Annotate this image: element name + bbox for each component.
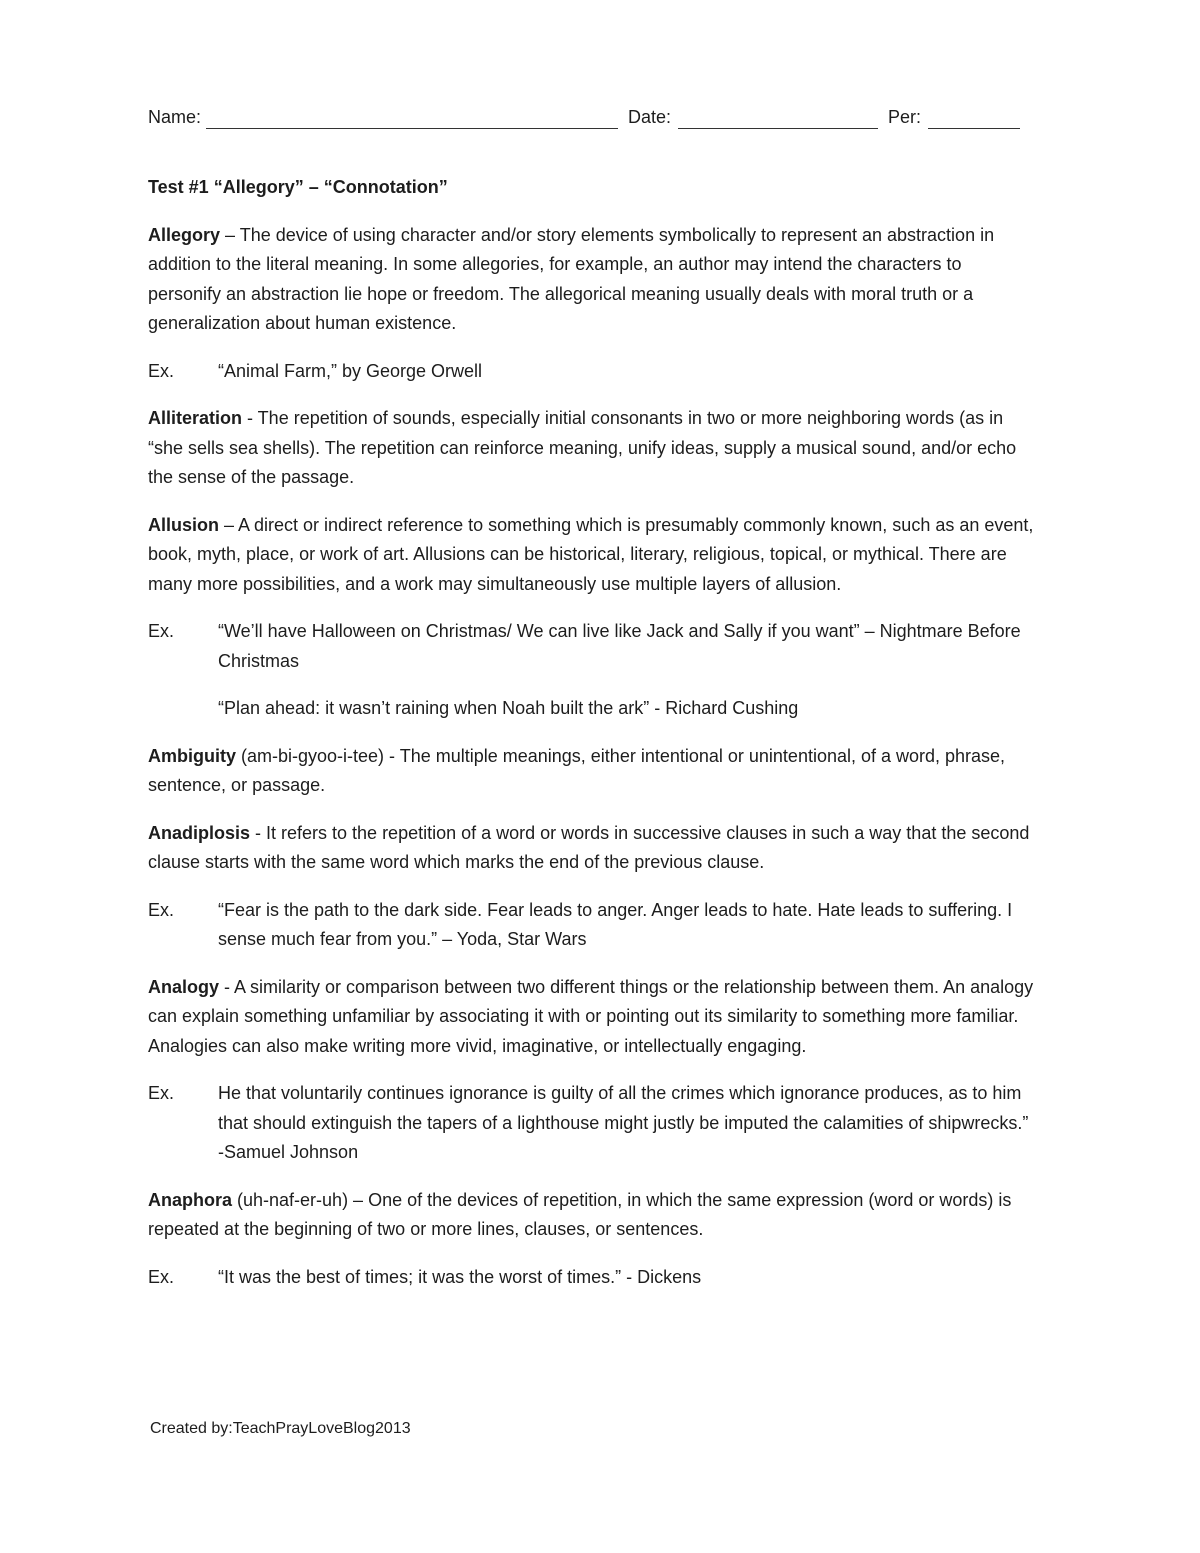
entry-anadiplosis [148, 819, 1038, 878]
example-text: “It was the best of times; it was the worst of times.” - Dickens [218, 1266, 702, 1287]
name-field-line[interactable] [206, 128, 618, 129]
example-text: “Plan ahead: it wasn’t raining when Noah built the ark” - Richard Cushing [218, 698, 799, 718]
term: Alliteration [148, 408, 243, 428]
entry-allegory [148, 221, 1038, 339]
definition: – The device of using character and/or story elements symbolically to represent an abstraction in addition to the literal meaning. In some allegories, for example, an author may intend the characters to personify an abstraction lie hope or freedom. The allegorical meaning usually deals with moral truth or a generalization about human existence. [148, 224, 995, 333]
example-text: “We’ll have Halloween on Christmas/ We can live like Jack and Sally if you want” – Nightmare Before Christmas [218, 621, 1021, 671]
period-field-line[interactable] [928, 128, 1020, 129]
glossary-content [148, 173, 1038, 1310]
example-analogy [148, 1079, 1038, 1168]
date-field-line[interactable] [678, 128, 878, 129]
example-text: “Animal Farm,” by George Orwell [218, 360, 483, 381]
term: Analogy [148, 976, 220, 997]
term: Allusion [148, 514, 219, 535]
example-text: “Fear is the path to the dark side. Fear leads to anger. Anger leads to hate. Hate leads to suffering. I sense much fear from you.” – Yoda, Star Wars [218, 899, 1013, 949]
definition: (uh-naf-er-uh) – One of the devices of repetition, in which the same expression (word or words) is repeated at the beginning of two or more lines, clauses, or sentences. [148, 1189, 1012, 1239]
example-anaphora [148, 1263, 1038, 1293]
example-label: Ex. [148, 360, 175, 381]
entry-allusion [148, 511, 1038, 600]
example-label: Ex. [148, 899, 175, 920]
definition: - It refers to the repetition of a word or words in successive clauses in such a way that the second clause starts with the same word which marks the end of the previous clause. [148, 822, 1030, 872]
definition: - A similarity or comparison between two different things or the relationship between them. An analogy can explain something unfamiliar by associating it with or pointing out its similarity to something more familiar. Analogies can also make writing more vivid, imaginative, or intellectually engaging. [148, 976, 1034, 1056]
example-label: Ex. [148, 621, 175, 641]
student-info-header [148, 107, 1028, 137]
example-anadiplosis [148, 896, 1038, 955]
example-label: Ex. [148, 1083, 175, 1103]
footer-credit: Created by:TeachPrayLoveBlog2013 [150, 1420, 411, 1437]
entry-anaphora [148, 1186, 1038, 1245]
term: Allegory [148, 224, 221, 245]
example-label: Ex. [148, 1266, 175, 1287]
term: Ambiguity [148, 745, 236, 766]
definition: (am-bi-gyoo-i-tee) - The multiple meanings, either intentional or unintentional, of a word, phrase, sentence, or passage. [148, 745, 1006, 795]
example-text: He that voluntarily continues ignorance is guilty of all the crimes which ignorance produces, as to him that should extinguish the tapers of a lighthouse might justly be imputed the calamities of shipwrecks.” -Samuel Johnson [218, 1083, 1029, 1162]
test-title: Test #1 “Allegory” – “Connotation” [148, 177, 448, 197]
example-allegory [148, 357, 1038, 387]
example-allusion [148, 617, 1038, 724]
term: Anadiplosis [148, 822, 251, 843]
entry-analogy [148, 973, 1038, 1062]
period-label: Per: [888, 107, 922, 127]
definition: - The repetition of sounds, especially initial consonants in two or more neighboring words (as in “she sells sea shells). The repetition can reinforce meaning, unify ideas, supply a musical sound, and/or echo the sense of the passage. [148, 408, 1017, 487]
entry-ambiguity [148, 742, 1038, 801]
definition: – A direct or indirect reference to something which is presumably commonly known, such as an event, book, myth, place, or work of art. Allusions can be historical, literary, religious, topical, or mythical. There are many more possibilities, and a work may simultaneously use multiple layers of allusion. [148, 514, 1034, 594]
name-label: Name: [148, 107, 202, 127]
entry-alliteration [148, 404, 1038, 493]
date-label: Date: [628, 107, 672, 127]
term: Anaphora [148, 1189, 233, 1210]
